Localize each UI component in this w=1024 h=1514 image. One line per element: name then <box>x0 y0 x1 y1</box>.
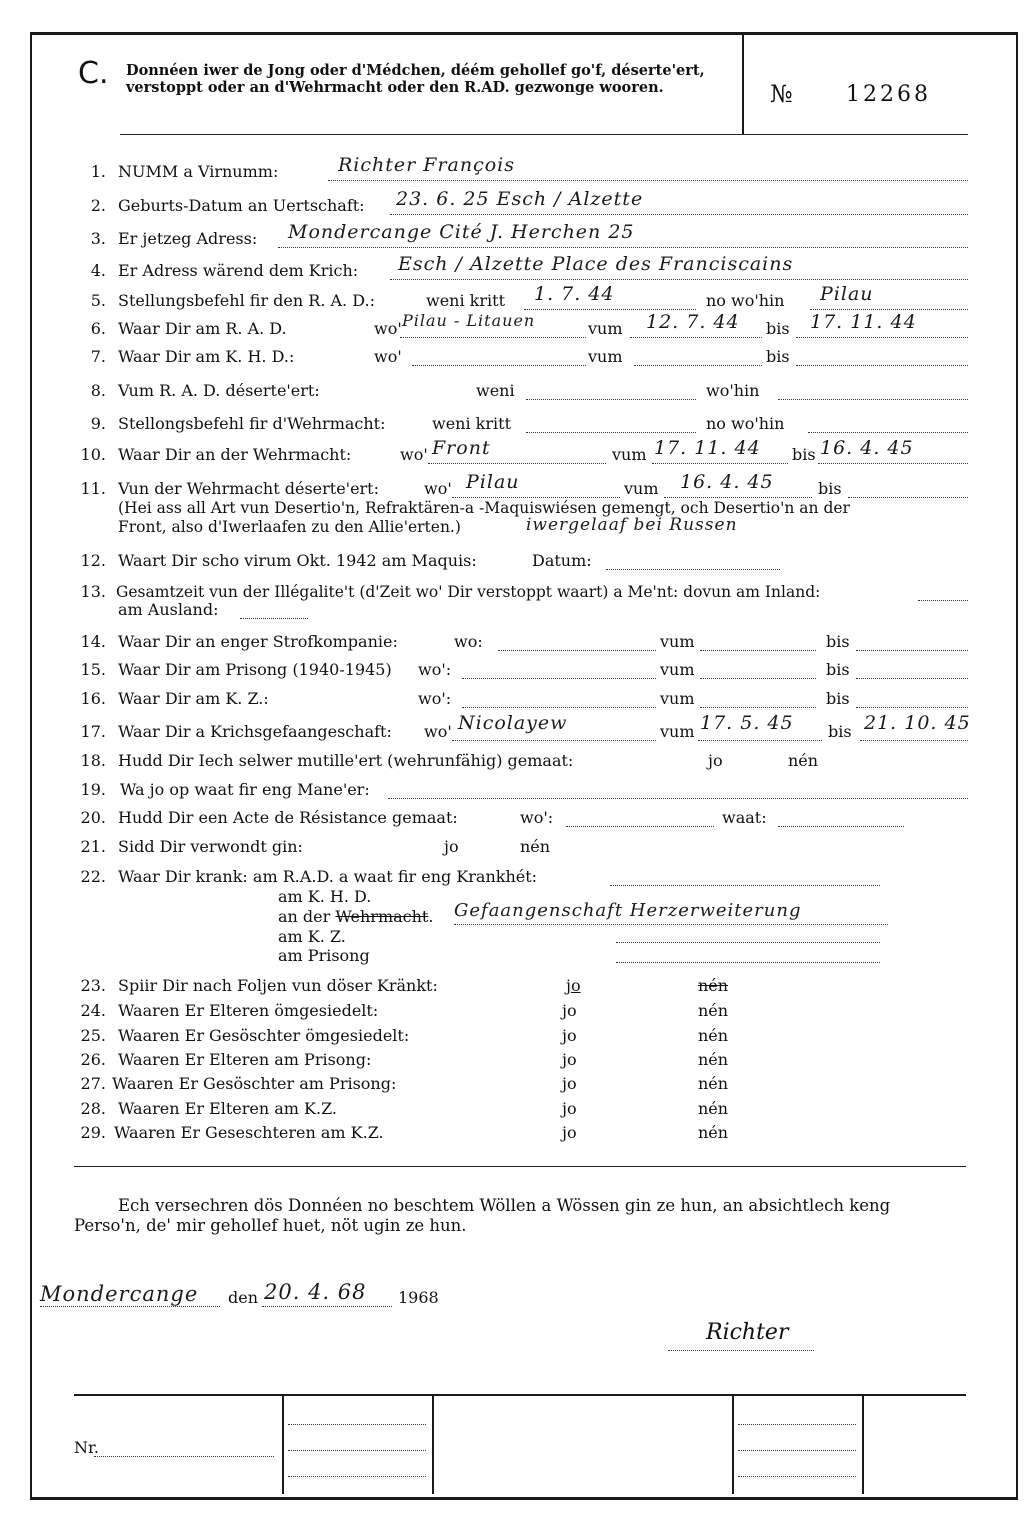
row-number: 12. <box>80 551 106 570</box>
field-illness-value: Gefaangenschaft Herzerweiterung <box>454 900 802 921</box>
label-wo: wo': <box>418 660 452 679</box>
label-bis: bis <box>826 689 850 708</box>
illness-khd: am K. H. D. <box>278 887 372 906</box>
label-weni: weni <box>476 381 515 400</box>
row-label-penal-company: Waar Dir an enger Strofkompanie: <box>118 632 398 651</box>
dotted-line <box>288 1476 426 1477</box>
dotted-line <box>630 337 762 338</box>
dotted-line <box>856 707 968 708</box>
label-vum: vum <box>660 632 695 651</box>
dotted-line <box>388 798 968 799</box>
dotted-line <box>412 365 586 366</box>
row-label-parents-resettled: Waaren Er Elteren ömgesiedelt: <box>118 1001 379 1020</box>
dotted-line <box>738 1450 856 1451</box>
label-weni: weni kritt <box>432 414 511 433</box>
row-number: 8. <box>90 381 106 400</box>
row-label-prison: Waar Dir am Prisong (1940-1945) <box>118 660 392 679</box>
dotted-line <box>778 399 968 400</box>
header-rule <box>120 134 968 135</box>
field-birth-value: 23. 6. 25 Esch / Alzette <box>396 188 644 210</box>
label-bis: bis <box>792 445 816 464</box>
field-name-value: Richter François <box>338 154 515 176</box>
dotted-line <box>778 826 904 827</box>
row-number: 23. <box>80 976 106 995</box>
dotted-line <box>278 247 968 248</box>
field-pow-where: Nicolayew <box>458 712 568 734</box>
dotted-line <box>652 463 788 464</box>
row-number: 15. <box>80 660 106 679</box>
row-label-illegality: Gesamtzeit vun der Illégalite't (d'Zeit wo' Dir verstoppt waart) a Me'nt: dovun am Inland: <box>116 583 821 601</box>
field-current-address-value: Mondercange Cité J. Herchen 25 <box>288 221 635 243</box>
dotted-line <box>918 600 968 601</box>
label-no-wohin: no wo'hin <box>706 291 785 310</box>
dotted-line <box>462 707 656 708</box>
label-wo: wo' <box>424 722 452 741</box>
field-rad-to: 17. 11. 44 <box>810 311 917 333</box>
row-number: 21. <box>80 837 106 856</box>
dotted-line <box>616 962 880 963</box>
row-label-wounded: Sidd Dir verwondt gin: <box>118 837 303 856</box>
footer-top-rule <box>74 1394 966 1396</box>
row-number: 20. <box>80 808 106 827</box>
dotted-line <box>808 432 968 433</box>
row-number: 1. <box>90 162 106 181</box>
row-label-pow: Waar Dir a Krichsgefaangeschaft: <box>118 722 392 741</box>
label-wo: wo: <box>454 632 483 651</box>
field-wehrmacht-to: 16. 4. 45 <box>820 437 914 459</box>
dotted-line <box>526 432 696 433</box>
label-weni: weni kritt <box>426 291 505 310</box>
dotted-line <box>400 337 586 338</box>
row-number: 16. <box>80 689 106 708</box>
dotted-line <box>498 650 656 651</box>
field-rad-order-date: 1. 7. 44 <box>534 283 615 305</box>
header-text: Donnéen iwer de Jong oder d'Médchen, déém gehollef go'f, déserte'ert, verstoppt oder an d'Wehrmacht oder den R.AD. gezwonge wooren. <box>126 62 705 96</box>
illness-wehrmacht: an der Wehrmacht. <box>278 907 434 926</box>
option-jo: jo <box>444 837 459 856</box>
dotted-line <box>856 650 968 651</box>
signature: Richter <box>706 1320 789 1345</box>
row-number: 10. <box>80 445 106 464</box>
dotted-line <box>738 1476 856 1477</box>
field-date: 20. 4. 68 <box>264 1280 367 1304</box>
label-vum: vum <box>612 445 647 464</box>
section-letter: C. <box>78 56 109 91</box>
dotted-line <box>796 337 968 338</box>
dotted-line <box>606 569 780 570</box>
label-bis: bis <box>766 319 790 338</box>
field-rad-order-where: Pilau <box>820 283 874 305</box>
label-vum: vum <box>660 689 695 708</box>
desertion-note-line1: (Hei ass all Art vun Desertio'n, Refraktären-a -Maquiswiésen gemengt, och Desertio'n an der <box>118 499 850 517</box>
dotted-line <box>616 942 880 943</box>
dotted-line <box>454 924 888 925</box>
label-wo: wo': <box>418 689 452 708</box>
label-vum: vum <box>660 722 695 741</box>
row-number: 5. <box>90 291 106 310</box>
label-vum: vum <box>624 479 659 498</box>
row-label-khd: Waar Dir am K. H. D.: <box>118 347 295 366</box>
label-datum: Datum: <box>532 551 592 570</box>
field-place: Mondercange <box>40 1282 199 1306</box>
section-rule <box>74 1166 966 1167</box>
option-nen: nén <box>698 1026 729 1045</box>
row-label-rad-desert: Vum R. A. D. déserte'ert: <box>118 381 320 400</box>
label-wo: wo' <box>374 347 402 366</box>
row-label-mutilation: Hudd Dir Iech selwer mutille'ert (wehrunfähig) gemaat: <box>118 751 574 770</box>
dotted-line <box>240 618 308 619</box>
dotted-line <box>288 1450 426 1451</box>
row-label-siblings-resettled: Waaren Er Gesöschter ömgesiedelt: <box>118 1026 410 1045</box>
footer-divider <box>862 1394 864 1494</box>
row-number: 2. <box>90 196 106 215</box>
row-number: 19. <box>80 780 106 799</box>
row-number: 24. <box>80 1001 106 1020</box>
option-nen: nén <box>698 1074 729 1093</box>
row-label-kz: Waar Dir am K. Z.: <box>118 689 269 708</box>
dotted-line <box>860 740 968 741</box>
row-label-parents-prison: Waaren Er Elteren am Prisong: <box>118 1050 372 1069</box>
row-label-aftereffects: Spiir Dir nach Foljen vun döser Kränkt: <box>118 976 438 995</box>
label-wo: wo': <box>520 808 554 827</box>
row-label-parents-kz: Waaren Er Elteren am K.Z. <box>118 1099 338 1118</box>
label-bis: bis <box>766 347 790 366</box>
dotted-line <box>390 214 968 215</box>
option-jo: jo <box>708 751 723 770</box>
option-nen: nén <box>788 751 819 770</box>
row-label-wehrmacht-order: Stellongsbefehl fir d'Wehrmacht: <box>118 414 386 433</box>
row-label-birth: Geburts-Datum an Uertschaft: <box>118 196 365 215</box>
footer-divider <box>732 1394 734 1494</box>
dotted-line <box>524 309 696 310</box>
declaration-line2: Perso'n, de' mir gehollef huet, nöt ugin ze hun. <box>74 1216 467 1235</box>
option-jo: jo <box>562 1026 577 1045</box>
dotted-line <box>700 650 816 651</box>
dotted-line <box>700 707 816 708</box>
label-bis: bis <box>828 722 852 741</box>
row-number: 29. <box>80 1123 106 1142</box>
row-label-wehrmacht: Waar Dir an der Wehrmacht: <box>118 445 352 464</box>
row-number: 3. <box>90 229 106 248</box>
desertion-note-line2: Front, also d'Iwerlaafen zu den Allie'erten.) <box>118 518 461 536</box>
option-jo: jo <box>562 1001 577 1020</box>
row-label-manner: Wa jo op waat fir eng Mane'er: <box>120 780 370 799</box>
footer-nr-label: Nr. <box>74 1438 99 1457</box>
row-number: 7. <box>90 347 106 366</box>
dotted-line <box>810 309 968 310</box>
dotted-line <box>698 740 822 741</box>
signature-line <box>668 1350 814 1351</box>
row-label-war-address: Er Adress wärend dem Krich: <box>118 261 359 280</box>
option-nen: nén <box>698 1001 729 1020</box>
dotted-line <box>452 740 656 741</box>
label-year: 1968 <box>398 1288 439 1307</box>
dotted-line <box>462 678 656 679</box>
dotted-line <box>634 365 762 366</box>
dotted-line <box>610 885 880 886</box>
label-wohin: wo'hin <box>706 381 760 400</box>
option-jo: jo <box>562 1099 577 1118</box>
row-number: 18. <box>80 751 106 770</box>
field-pow-from: 17. 5. 45 <box>700 712 794 734</box>
dotted-line <box>700 678 816 679</box>
option-nen-struck: nén <box>698 976 729 995</box>
dotted-line <box>40 1306 220 1307</box>
dotted-line <box>428 463 606 464</box>
row-label-current-address: Er jetzeg Adress: <box>118 229 258 248</box>
row-number: 6. <box>90 319 106 338</box>
row-number: 9. <box>90 414 106 433</box>
field-desert-where: Pilau <box>466 471 520 493</box>
row-label-name: NUMM a Virnumm: <box>118 162 279 181</box>
label-vum: vum <box>588 347 623 366</box>
field-war-address-value: Esch / Alzette Place des Franciscains <box>398 253 794 275</box>
declaration-line1: Ech versechren dös Donnéen no beschtem Wöllen a Wössen gin ze hun, an absichtlech keng <box>118 1196 891 1215</box>
option-jo: jo <box>562 1050 577 1069</box>
label-wohin: no wo'hin <box>706 414 785 433</box>
option-nen: nén <box>698 1099 729 1118</box>
number-symbol: № <box>770 80 793 108</box>
row-label-resistance: Hudd Dir een Acte de Résistance gemaat: <box>118 808 458 827</box>
field-rad-from: 12. 7. 44 <box>646 311 740 333</box>
dotted-line <box>262 1306 392 1307</box>
field-desert-note: iwergelaaf bei Russen <box>526 515 738 535</box>
footer-divider <box>282 1394 284 1494</box>
field-pow-to: 21. 10. 45 <box>864 712 971 734</box>
field-wehrmacht-from: 17. 11. 44 <box>654 437 761 459</box>
dotted-line <box>856 678 968 679</box>
dotted-line <box>390 279 968 280</box>
illness-kz: am K. Z. <box>278 927 346 946</box>
label-wo: wo' <box>424 479 452 498</box>
dotted-line <box>818 463 968 464</box>
field-rad-where: Pilau - Litauen <box>402 311 536 330</box>
option-jo-selected: jo <box>566 976 581 995</box>
footer-divider <box>432 1394 434 1494</box>
label-wo: wo' <box>400 445 428 464</box>
dotted-line <box>738 1424 856 1425</box>
label-bis: bis <box>826 660 850 679</box>
row-label-rad-order: Stellungsbefehl fir den R. A. D.: <box>118 291 375 310</box>
row-number: 22. <box>80 867 106 886</box>
row-number: 26. <box>80 1050 106 1069</box>
label-wo: wo' <box>374 319 402 338</box>
row-number: 28. <box>80 1099 106 1118</box>
dotted-line <box>328 180 968 181</box>
dotted-line <box>848 497 968 498</box>
row-number: 17. <box>80 722 106 741</box>
option-nen: nén <box>520 837 551 856</box>
option-nen: nén <box>698 1050 729 1069</box>
row-label-siblings-kz: Waaren Er Geseschteren am K.Z. <box>114 1123 384 1142</box>
form-number: 12268 <box>846 82 931 107</box>
row-number: 25. <box>80 1026 106 1045</box>
dotted-line <box>566 826 714 827</box>
row-label-siblings-prison: Waaren Er Gesöschter am Prisong: <box>112 1074 397 1093</box>
row-number: 27. <box>80 1074 106 1093</box>
dotted-line <box>94 1456 274 1457</box>
field-desert-from: 16. 4. 45 <box>680 471 774 493</box>
option-jo: jo <box>562 1074 577 1093</box>
header-separator <box>742 34 744 134</box>
row-label-illness: Waar Dir krank: am R.A.D. a waat fir eng Krankhét: <box>118 867 538 886</box>
label-den: den <box>228 1288 259 1307</box>
option-jo: jo <box>562 1123 577 1142</box>
option-nen: nén <box>698 1123 729 1142</box>
row-number: 11. <box>80 479 106 498</box>
label-bis: bis <box>826 632 850 651</box>
dotted-line <box>526 399 696 400</box>
illness-prison: am Prisong <box>278 946 370 965</box>
row-number: 4. <box>90 261 106 280</box>
label-waat: waat: <box>722 808 767 827</box>
row-label-abroad: am Ausland: <box>118 600 219 619</box>
label-vum: vum <box>588 319 623 338</box>
dotted-line <box>288 1424 426 1425</box>
row-number: 14. <box>80 632 106 651</box>
row-number: 13. <box>80 582 106 601</box>
field-wehrmacht-where: Front <box>432 437 491 459</box>
row-label-wehrmacht-desert: Vun der Wehrmacht déserte'ert: <box>118 479 379 498</box>
dotted-line <box>796 365 968 366</box>
label-bis: bis <box>818 479 842 498</box>
label-vum: vum <box>660 660 695 679</box>
row-label-maquis: Waart Dir scho virum Okt. 1942 am Maquis: <box>118 551 477 570</box>
row-label-rad: Waar Dir am R. A. D. <box>118 319 287 338</box>
